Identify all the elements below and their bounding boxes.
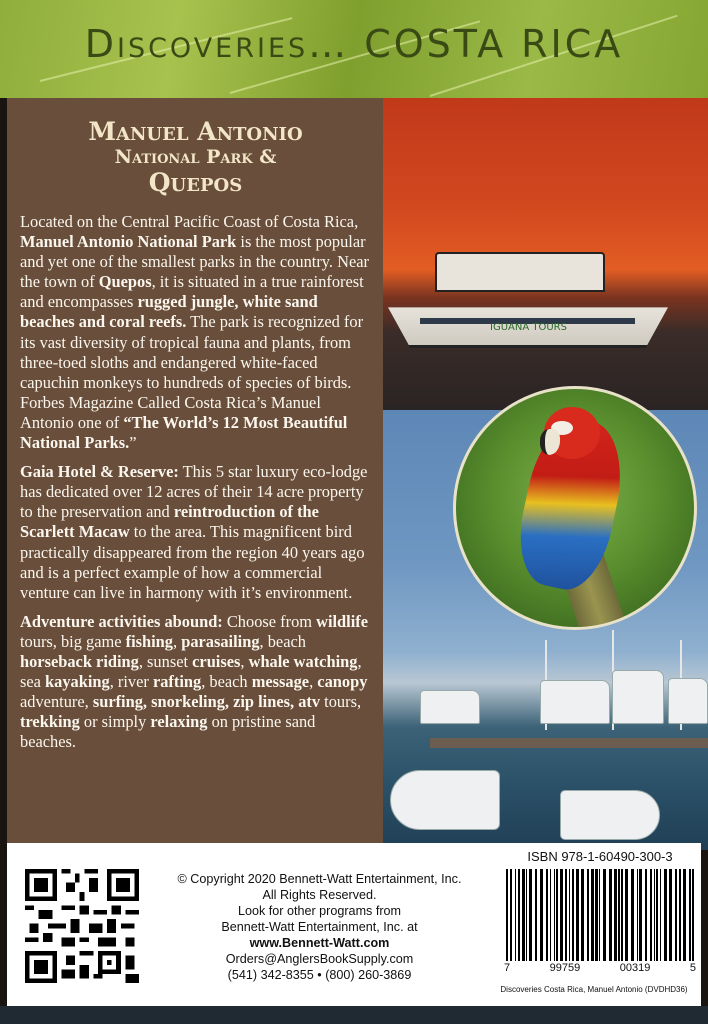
- company-line: Bennett-Watt Entertainment, Inc. at: [221, 920, 418, 934]
- barcode-bar: [675, 869, 677, 961]
- barcode-bar: [679, 869, 681, 961]
- bold-text-run: cruises: [192, 651, 241, 671]
- text-run: , it is situated in a true rainforest and encompasses: [20, 272, 364, 312]
- barcode-bar: [587, 869, 589, 961]
- panel-title-line1: Manuel Antonio: [88, 117, 303, 146]
- page-title: Discoveries… COSTA RICA: [84, 22, 624, 66]
- text-run: ”: [129, 433, 137, 453]
- barcode-bar: [621, 869, 623, 961]
- barcode-bar: [556, 869, 558, 961]
- barcode-bar: [510, 869, 512, 961]
- text-run: to the area. This magnificent bird practically disappeared from the region 40 years ago and is a perfect example of how a commercial venture can live in harmony with it’s environment.: [20, 522, 365, 602]
- marina-dock: [430, 738, 708, 748]
- bold-text-run: reintroduction of the Scarlett Macaw: [20, 502, 319, 542]
- barcode-bar: [526, 869, 527, 961]
- barcode-bar: [546, 869, 548, 961]
- yacht: [668, 678, 708, 724]
- barcode-bar: [639, 869, 642, 961]
- panel-title-line2: National Park &: [114, 146, 277, 168]
- header-banner: [0, 0, 708, 98]
- copyright-line: © Copyright 2020 Bennett-Watt Entertainment, Inc.: [177, 872, 462, 886]
- yacht: [560, 790, 660, 840]
- isbn-label: ISBN 978-1-60490-300-3: [527, 849, 673, 864]
- barcode-bars: [502, 869, 698, 961]
- description-panel: [7, 98, 383, 843]
- paragraph-park: [20, 212, 371, 453]
- paragraph-gaia-hotel: [20, 462, 371, 603]
- barcode-bar: [572, 869, 574, 961]
- text-run: ,: [173, 631, 182, 651]
- barcode-bar: [518, 869, 520, 961]
- rights-line: All Rights Reserved.: [262, 888, 377, 902]
- barcode-bar: [614, 869, 617, 961]
- text-run: Located on the Central Pacific Coast of Costa Rica,: [20, 212, 359, 231]
- barcode-bar: [637, 869, 638, 961]
- barcode-bar: [618, 869, 620, 961]
- barcode-bar: [664, 869, 667, 961]
- bold-text-run: whale watching: [248, 651, 358, 671]
- yacht: [612, 670, 664, 724]
- barcode-bar: [609, 869, 612, 961]
- barcode-bar: [692, 869, 694, 961]
- barcode-bar: [656, 869, 658, 961]
- barcode-bar: [515, 869, 516, 961]
- phone-numbers: (541) 342-8355 • (800) 260-3869: [227, 968, 412, 982]
- text-run: , sunset: [138, 651, 193, 671]
- barcode-bar: [565, 869, 567, 961]
- yacht: [390, 770, 500, 830]
- bold-text-run: relaxing: [150, 712, 208, 732]
- text-run: Choose from: [222, 611, 317, 631]
- barcode-digit-group2: 00319: [619, 962, 651, 974]
- text-run: adventure,: [20, 692, 93, 712]
- paragraph-adventure: [20, 612, 371, 753]
- barcode: [502, 869, 698, 974]
- text-run: tours, big game: [20, 631, 126, 651]
- bold-text-run: Adventure activities abound:: [20, 611, 223, 631]
- qr-code-graphic: [25, 869, 139, 983]
- qr-code[interactable]: [25, 869, 139, 983]
- bold-text-run: rafting: [152, 672, 202, 692]
- bold-text-run: Gaia Hotel & Reserve:: [20, 462, 179, 482]
- barcode-bar: [654, 869, 655, 961]
- bold-text-run: rugged jungle, white sand beaches and coral reefs.: [20, 292, 318, 332]
- programs-line: Look for other programs from: [237, 904, 402, 918]
- barcode-bar: [550, 869, 551, 961]
- text-run: The park is recognized for its vast diversity of tropical fauna and plants, from three-toed sloths and endangered white-faced capuchin monkeys to hundreds of species of birds. Forbes Magazine Called Costa Rica’s Manuel Antonio one of: [20, 312, 364, 432]
- yacht: [420, 690, 480, 724]
- text-run: on pristine sand beaches.: [20, 712, 316, 752]
- bold-text-run: Quepos: [98, 272, 152, 292]
- barcode-bar: [522, 869, 525, 961]
- text-run: ,: [240, 651, 249, 671]
- footer-strip: [0, 1006, 708, 1024]
- bold-text-run: parasailing: [181, 631, 260, 651]
- boat-upper-deck: [435, 252, 605, 292]
- scarlet-macaw-photo: [453, 386, 697, 630]
- barcode-bar: [599, 869, 600, 961]
- barcode-bar: [581, 869, 584, 961]
- copyright-block: [152, 871, 487, 983]
- boat-name: IGUANA TOURS: [490, 322, 567, 333]
- email-link[interactable]: Orders@AnglersBookSupply.com: [225, 952, 414, 966]
- barcode-bar: [669, 869, 672, 961]
- bold-text-run: fishing: [125, 631, 173, 651]
- info-box: [7, 843, 701, 1006]
- bold-text-run: canopy: [317, 672, 368, 692]
- barcode-bar: [591, 869, 594, 961]
- barcode-bar: [689, 869, 691, 961]
- barcode-bar: [569, 869, 570, 961]
- text-run: This 5 star luxury eco-lodge has dedicated over 12 acres of their 14 acre property to the preservation and: [20, 462, 368, 522]
- barcode-bar: [625, 869, 628, 961]
- bold-text-run: horseback riding: [20, 651, 139, 671]
- yacht: [540, 680, 610, 724]
- barcode-bar: [554, 869, 555, 961]
- barcode-bar: [645, 869, 647, 961]
- barcode-bar: [540, 869, 543, 961]
- bold-text-run: surfing, snorkeling, zip lines, atv: [92, 692, 321, 712]
- barcode-caption: Discoveries Costa Rica, Manuel Antonio (DVDHD36): [500, 985, 688, 994]
- text-run: , sea: [20, 651, 362, 692]
- text-run: , beach: [259, 631, 306, 651]
- barcode-bar: [535, 869, 537, 961]
- bold-text-run: message: [251, 672, 310, 692]
- text-run: or simply: [79, 712, 151, 732]
- bold-text-run: wildlife: [316, 611, 369, 631]
- barcode-bar: [650, 869, 652, 961]
- bold-text-run: kayaking: [45, 672, 110, 692]
- barcode-bar: [576, 869, 579, 961]
- barcode-digits: [502, 962, 698, 974]
- text-run: tours,: [320, 692, 362, 712]
- barcode-bar: [560, 869, 563, 961]
- bold-text-run: trekking: [20, 712, 80, 732]
- barcode-bar: [529, 869, 532, 961]
- barcode-digit-first: 7: [504, 962, 511, 974]
- barcode-digit-group1: 99759: [549, 962, 581, 974]
- panel-title-line3: Quepos: [148, 168, 243, 197]
- text-run: is the most popular and yet one of the smallest parks in the country. Near the town of: [20, 232, 369, 292]
- barcode-bar: [595, 869, 598, 961]
- text-run: , river: [109, 672, 153, 692]
- barcode-digit-last: 5: [689, 962, 696, 974]
- website-link[interactable]: www.Bennett-Watt.com: [249, 936, 390, 950]
- text-run: ,: [309, 672, 318, 692]
- bold-text-run: “The World’s 12 Most Beautiful National Parks.: [20, 412, 348, 453]
- barcode-bar: [603, 869, 606, 961]
- barcode-bar: [631, 869, 634, 961]
- bold-text-run: Manuel Antonio National Park: [20, 232, 237, 252]
- barcode-bar: [506, 869, 508, 961]
- barcode-bar: [683, 869, 686, 961]
- barcode-bar: [660, 869, 661, 961]
- text-run: , beach: [201, 672, 252, 692]
